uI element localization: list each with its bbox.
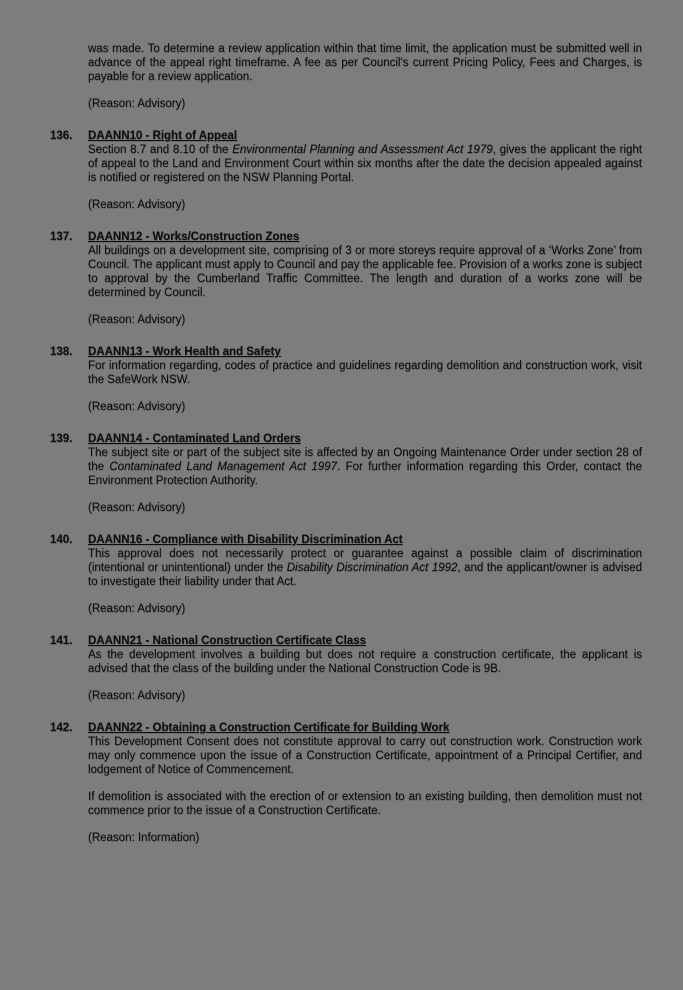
condition-body xyxy=(88,42,642,111)
condition-paragraph: All buildings on a development site, comprising of 3 or more storeys require approval of a ‘Works Zone’ from Council. The applicant must apply to Council and pay the applicable fee. Provision of a works zone is subject to approval by the Cumberland Traffic Committee. The length and duration of a works zone will be determined by Council. xyxy=(88,245,642,299)
condition-title: DAANN21 - National Construction Certificate Class xyxy=(88,635,366,647)
condition-reason: (Reason: Advisory) xyxy=(88,98,186,110)
condition-reason: (Reason: Advisory) xyxy=(88,401,186,413)
condition-reason: (Reason: Advisory) xyxy=(88,199,186,211)
condition-body xyxy=(88,345,642,414)
condition-title: DAANN12 - Works/Construction Zones xyxy=(88,231,300,243)
condition-title: DAANN16 - Compliance with Disability Discrimination Act xyxy=(88,534,403,546)
condition-title: DAANN14 - Contaminated Land Orders xyxy=(88,433,301,445)
condition-paragraph: was made. To determine a review application within that time limit, the application must be submitted well in advance of the appeal right timeframe. A fee as per Council's current Pricing Policy, Fees and Charges, is payable for a review application. xyxy=(88,43,642,83)
condition-item xyxy=(50,721,642,845)
condition-number: 140. xyxy=(50,534,73,546)
condition-paragraph: This Development Consent does not constitute approval to carry out construction work. Construction work may only commence upon the issue of a Construction Certificate, appointment of a Principal Certifier, and lodgement of Notice of Commencement. xyxy=(88,736,642,776)
condition-item xyxy=(50,230,642,327)
condition-paragraph: For information regarding, codes of practice and guidelines regarding demolition and construction work, visit the SafeWork NSW. xyxy=(88,360,642,386)
condition-reason: (Reason: Advisory) xyxy=(88,690,186,702)
condition-item xyxy=(50,42,642,111)
condition-paragraph: Section 8.7 and 8.10 of the Environmental Planning and Assessment Act 1979, gives the applicant the right of appeal to the Land and Environment Court within six months after the date the decision appealed against is notified or registered on the NSW Planning Portal. xyxy=(88,144,642,184)
condition-item xyxy=(50,533,642,616)
condition-reason: (Reason: Advisory) xyxy=(88,603,186,615)
condition-reason: (Reason: Advisory) xyxy=(88,314,186,326)
condition-paragraph: As the development involves a building but does not require a construction certificate, the applicant is advised that the class of the building under the National Construction Code is 9B. xyxy=(88,649,642,675)
condition-number: 142. xyxy=(50,722,73,734)
condition-number: 138. xyxy=(50,346,73,358)
condition-number: 137. xyxy=(50,231,73,243)
condition-paragraph: This approval does not necessarily protect or guarantee against a possible claim of discrimination (intentional or unintentional) under the Disability Discrimination Act 1992, and the applicant/owner is advised to investigate their liability under that Act. xyxy=(88,548,642,588)
condition-reason: (Reason: Advisory) xyxy=(88,502,186,514)
condition-number: 141. xyxy=(50,635,73,647)
condition-item xyxy=(50,345,642,414)
condition-body xyxy=(88,721,642,845)
condition-title: DAANN22 - Obtaining a Construction Certificate for Building Work xyxy=(88,722,450,734)
condition-item xyxy=(50,129,642,212)
condition-title: DAANN13 - Work Health and Safety xyxy=(88,346,281,358)
condition-body xyxy=(88,230,642,327)
condition-item xyxy=(50,432,642,515)
condition-number xyxy=(50,42,88,111)
condition-body xyxy=(88,533,642,616)
condition-body xyxy=(88,129,642,212)
condition-item xyxy=(50,634,642,703)
condition-number: 136. xyxy=(50,130,73,142)
condition-number: 139. xyxy=(50,433,73,445)
condition-paragraph: The subject site or part of the subject site is affected by an Ongoing Maintenance Order under section 28 of the Contaminated Land Management Act 1997. For further information regarding this Order, contact the Environment Protection Authority. xyxy=(88,447,643,487)
condition-body xyxy=(88,432,642,515)
condition-paragraph: If demolition is associated with the erection of or extension to an existing building, then demolition must not commence prior to the issue of a Construction Certificate. xyxy=(88,791,642,817)
condition-title: DAANN10 - Right of Appeal xyxy=(88,130,238,142)
condition-reason: (Reason: Information) xyxy=(88,832,200,844)
conditions-list xyxy=(50,42,642,845)
condition-body xyxy=(88,634,642,703)
